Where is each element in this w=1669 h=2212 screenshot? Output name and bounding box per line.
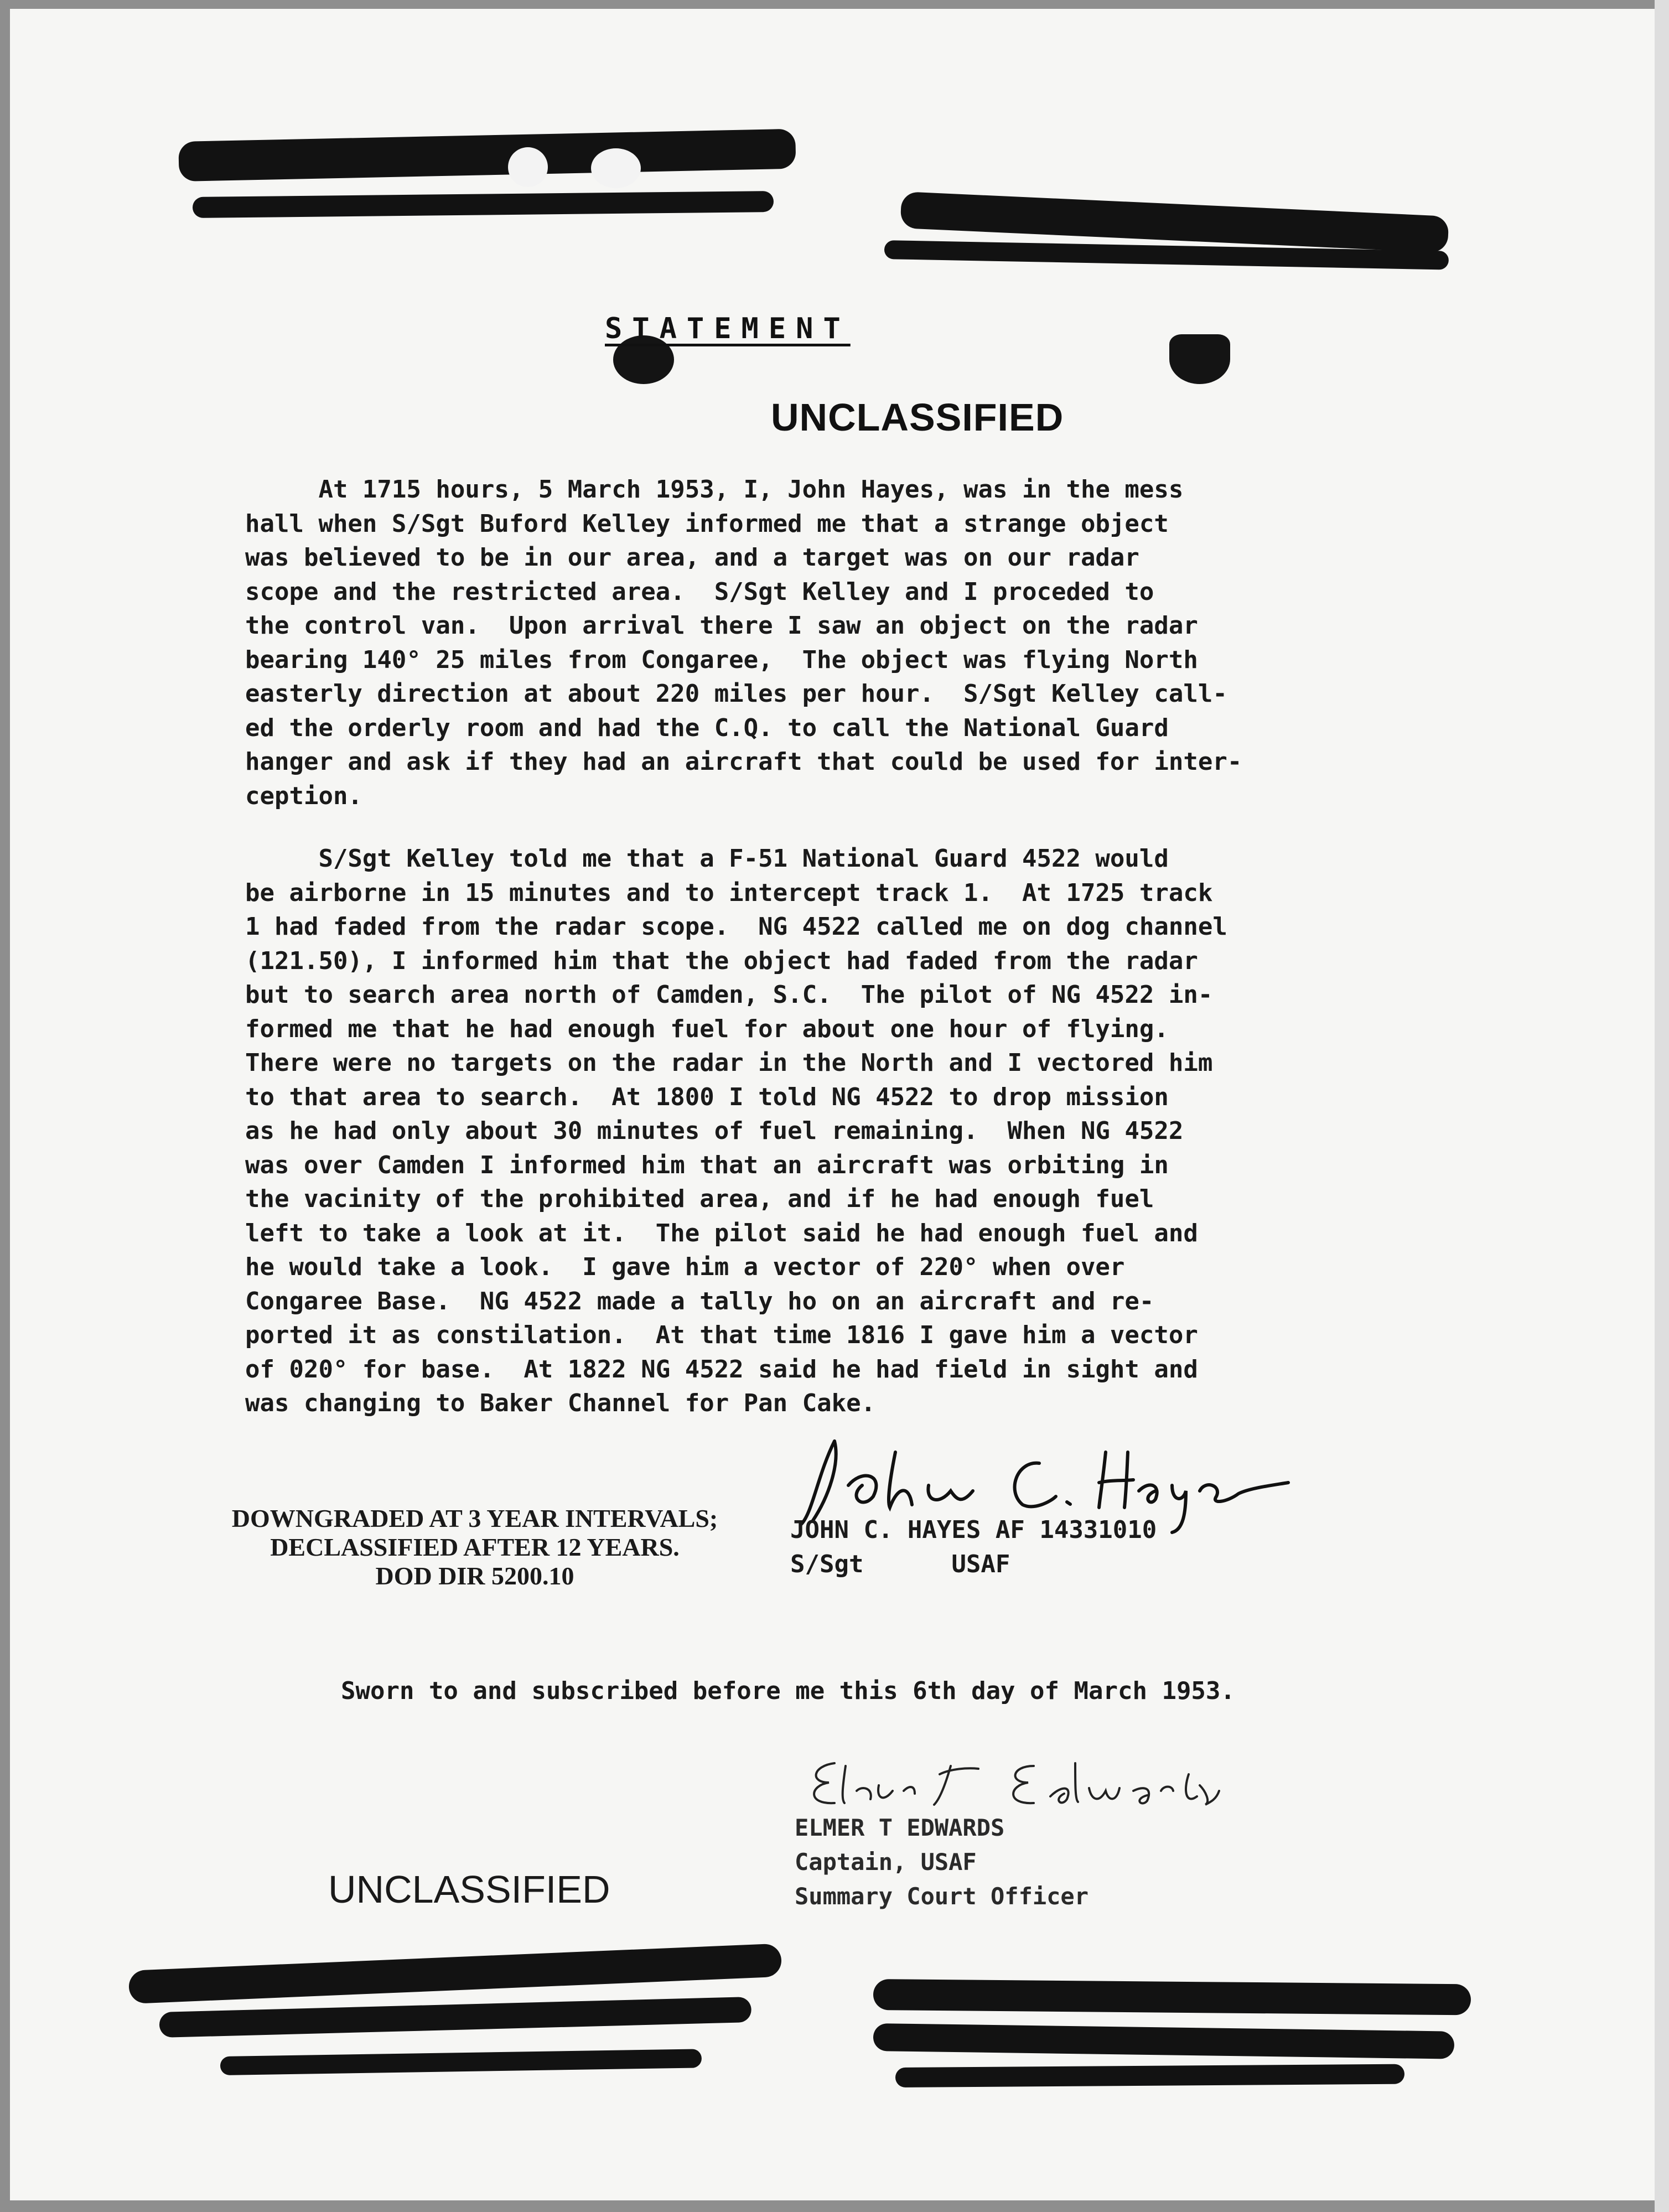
statement-line: There were no targets on the radar in the North and I vectored him (245, 1049, 1213, 1077)
downgrade-notice (143, 1504, 807, 1591)
redaction-hole (591, 148, 641, 188)
statement-heading: STATEMENT (605, 312, 851, 345)
statement-line: was believed to be in our area, and a target was on our radar (245, 543, 1139, 572)
redaction-bar-bottom-left-1 (128, 1944, 782, 2004)
officer-block (795, 1811, 1089, 1914)
signer-rank: S/Sgt USAF (790, 1550, 1010, 1578)
statement-line: easterly direction at about 220 miles per hour. S/Sgt Kelley call- (245, 680, 1227, 708)
unclassified-stamp-bottom: UNCLASSIFIED (328, 1868, 610, 1911)
statement-line: of 020° for base. At 1822 NG 4522 said he had field in sight and (245, 1355, 1198, 1384)
redaction-bar-top-left-2 (193, 191, 774, 218)
officer-rank: Captain, USAF (795, 1848, 977, 1876)
statement-line: 1 had faded from the radar scope. NG 4522 called me on dog channel (245, 913, 1227, 941)
downgrade-line-3: DOD DIR 5200.10 (375, 1562, 574, 1590)
statement-line: to that area to search. At 1800 I told NG 4522 to drop mission (245, 1082, 1169, 1111)
downgrade-line-2: DECLASSIFIED AFTER 12 YEARS. (270, 1533, 680, 1561)
statement-line: left to take a look at it. The pilot said he had enough fuel and (245, 1219, 1198, 1247)
sworn-statement: Sworn to and subscribed before me this 6th day of March 1953. (341, 1677, 1235, 1705)
statement-line: be airborne in 15 minutes and to intercept track 1. At 1725 track (245, 878, 1213, 907)
redaction-bar-bottom-right-3 (895, 2064, 1404, 2087)
statement-line: hall when S/Sgt Buford Kelley informed me that a strange object (245, 509, 1169, 538)
statement-line: was changing to Baker Channel for Pan Cake. (245, 1389, 876, 1417)
statement-line: At 1715 hours, 5 March 1953, I, John Hayes, was in the mess (245, 475, 1184, 504)
statement-line: the control van. Upon arrival there I saw an object on the radar (245, 612, 1198, 640)
statement-line: but to search area north of Camden, S.C. The pilot of NG 4522 in- (245, 981, 1213, 1009)
statement-line: was over Camden I informed him that an aircraft was orbiting in (245, 1151, 1169, 1179)
redaction-bar-bottom-right-2 (873, 2023, 1455, 2059)
statement-paragraph-2 (245, 842, 1435, 1421)
statement-line: ported it as constilation. At that time 1816 I gave him a vector (245, 1321, 1198, 1349)
redaction-bar-top-left-1 (178, 129, 796, 182)
statement-line: hanger and ask if they had an aircraft that could be used for inter- (245, 748, 1242, 776)
scan-edge (1655, 0, 1669, 2212)
statement-line: he would take a look. I gave him a vector of 220° when over (245, 1253, 1125, 1281)
statement-line: the vacinity of the prohibited area, and if he had enough fuel (245, 1185, 1154, 1213)
unclassified-stamp-top: UNCLASSIFIED (771, 396, 1064, 439)
signer-name: JOHN C. HAYES AF 14331010 (790, 1516, 1157, 1544)
redaction-bar-bottom-left-3 (220, 2049, 702, 2075)
statement-line: S/Sgt Kelley told me that a F-51 National Guard 4522 would (245, 845, 1169, 873)
statement-line: ed the orderly room and had the C.Q. to call the National Guard (245, 713, 1169, 742)
redaction-bar-bottom-right-1 (873, 1979, 1471, 2015)
ink-blot (1169, 334, 1230, 384)
officer-name: ELMER T EDWARDS (795, 1814, 1005, 1841)
signature-elmer-edwards (801, 1752, 1222, 1813)
redaction-bar-bottom-left-2 (159, 1997, 751, 2038)
statement-line: (121.50), I informed him that the object had faded from the radar (245, 946, 1198, 975)
statement-line: scope and the restricted area. S/Sgt Kelley and I proceded to (245, 577, 1154, 606)
statement-line: Congaree Base. NG 4522 made a tally ho on an aircraft and re- (245, 1287, 1154, 1315)
document-page (10, 9, 1655, 2200)
statement-line: bearing 140° 25 miles from Congaree, The object was flying North (245, 645, 1198, 674)
signer-block (790, 1513, 1157, 1582)
redaction-hole (508, 147, 548, 187)
statement-line: ception. (245, 781, 362, 810)
downgrade-line-1: DOWNGRADED AT 3 YEAR INTERVALS; (231, 1504, 718, 1532)
statement-line: as he had only about 30 minutes of fuel remaining. When NG 4522 (245, 1117, 1184, 1145)
statement-line: formed me that he had enough fuel for about one hour of flying. (245, 1014, 1169, 1043)
officer-title: Summary Court Officer (795, 1883, 1089, 1910)
statement-paragraph-1 (245, 473, 1435, 813)
